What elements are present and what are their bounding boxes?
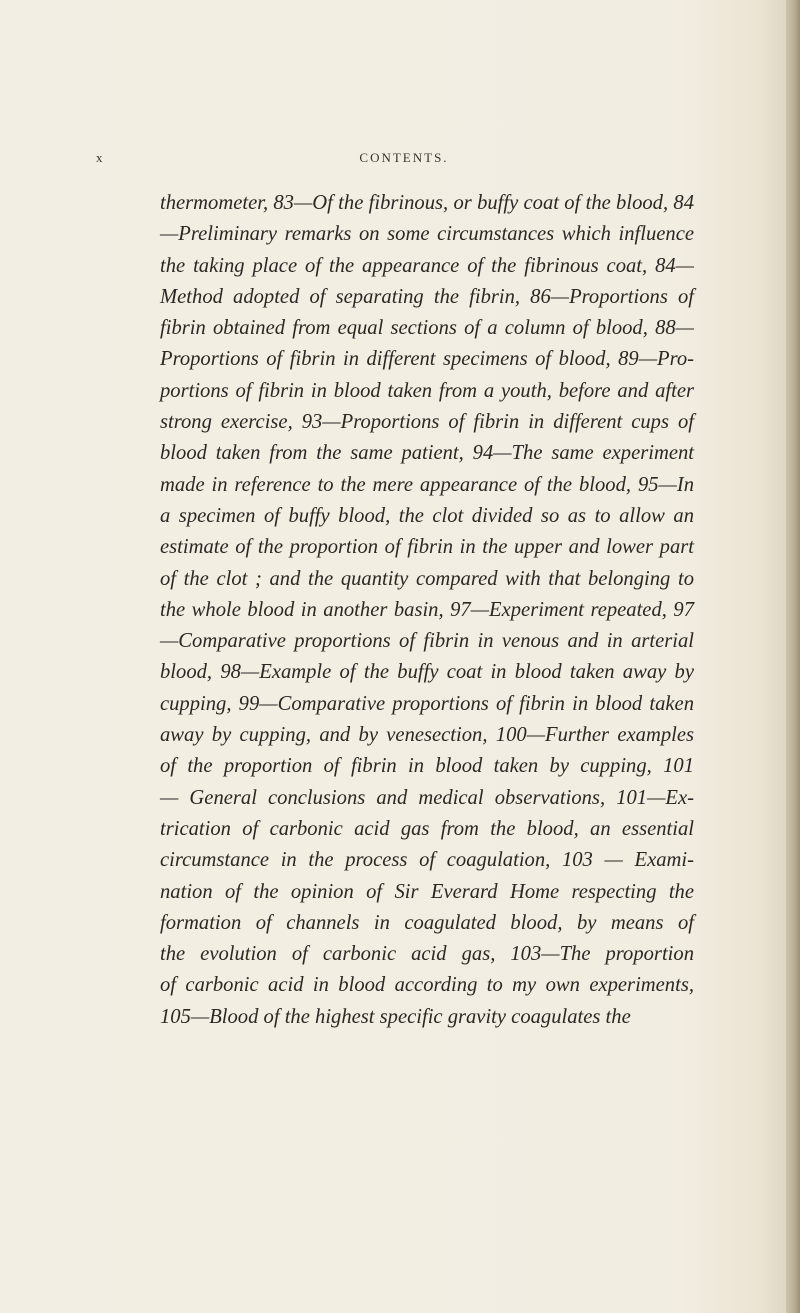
text-line: — General conclusions and medical observations, 101—Ex-: [160, 786, 694, 809]
text-line: Method adopted of separating the fibrin, 86—Proportions of: [160, 285, 694, 308]
text-line: thermometer, 83—Of the fibrinous, or buffy coat of the blood, 84: [160, 192, 694, 214]
text-line: blood, 98—Example of the buffy coat in blood taken away by: [160, 661, 694, 684]
text-line: the whole blood in another basin, 97—Experiment repeated, 97: [160, 598, 694, 621]
text-line: of the clot ; and the quantity compared with that belonging to: [160, 567, 694, 590]
text-line: circumstance in the process of coagulation, 103 — Exami-: [160, 849, 694, 872]
text-line: —Preliminary remarks on some circumstances which influence: [160, 223, 694, 246]
text-line: blood taken from the same patient, 94—The same experiment: [160, 442, 694, 465]
running-head: CONTENTS.: [359, 150, 449, 165]
text-line: of carbonic acid in blood according to my own experiments,: [160, 974, 694, 997]
page-edge-shadow: [786, 0, 800, 1313]
page-header: [96, 150, 712, 170]
text-line: Proportions of fibrin in different specimens of blood, 89—Pro-: [160, 348, 694, 371]
text-line: nation of the opinion of Sir Everard Home respecting the: [160, 880, 694, 903]
page-folio: x: [96, 150, 104, 165]
text-line: made in reference to the mere appearance of the blood, 95—In: [160, 473, 694, 496]
text-line: strong exercise, 93—Proportions of fibrin in different cups of: [160, 411, 694, 434]
text-line: fibrin obtained from equal sections of a column of blood, 88—: [160, 317, 694, 340]
text-line: —Comparative proportions of fibrin in venous and in arterial: [160, 630, 694, 653]
contents-paragraph: [160, 188, 694, 1033]
text-line: cupping, 99—Comparative proportions of fibrin in blood taken: [160, 692, 694, 715]
text-line: 105—Blood of the highest specific gravity coagulates the: [160, 1005, 631, 1028]
text-line: away by cupping, and by venesection, 100—Further examples: [160, 724, 694, 747]
text-line: trication of carbonic acid gas from the blood, an essential: [160, 817, 694, 840]
text-line: the taking place of the appearance of the fibrinous coat, 84—: [160, 254, 694, 277]
text-line: estimate of the proportion of fibrin in the upper and lower part: [160, 536, 694, 559]
text-line: portions of fibrin in blood taken from a youth, before and after: [160, 379, 694, 402]
text-line: formation of channels in coagulated blood, by means of: [160, 911, 694, 934]
text-line: a specimen of buffy blood, the clot divided so as to allow an: [160, 504, 694, 527]
text-line: the evolution of carbonic acid gas, 103—The proportion: [160, 943, 694, 966]
text-line: of the proportion of fibrin in blood taken by cupping, 101: [160, 755, 694, 778]
